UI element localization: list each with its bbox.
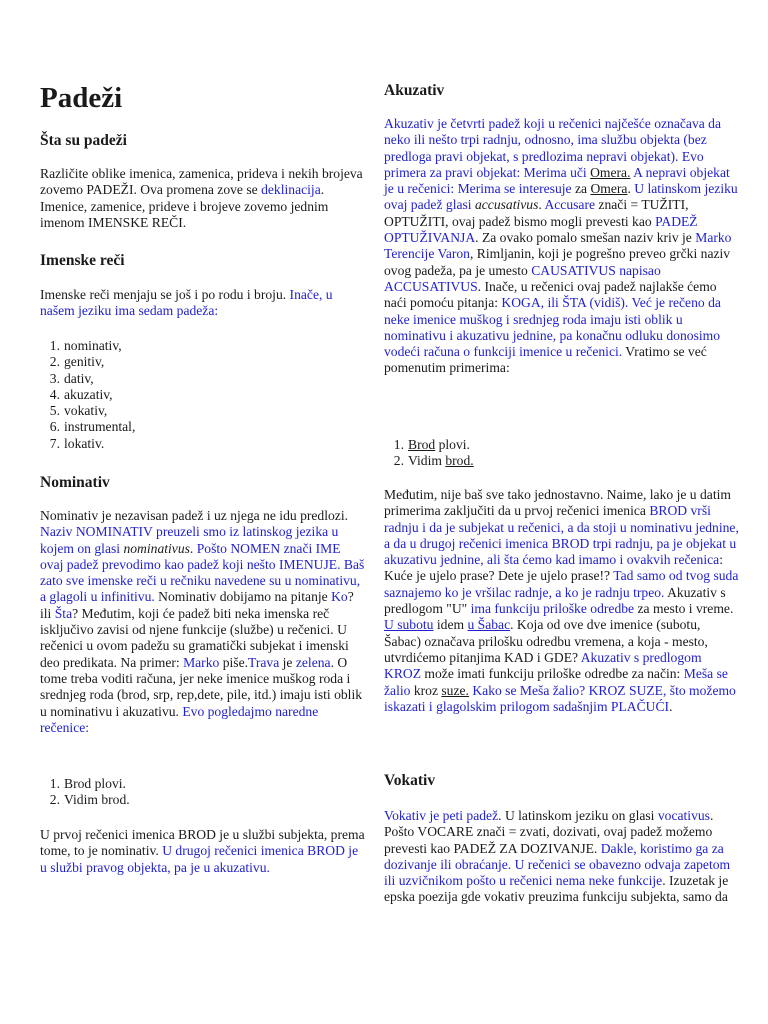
list-number: 4. <box>49 386 60 402</box>
medjutim-paragraph <box>384 487 740 715</box>
text-run: za <box>574 181 591 197</box>
text-run: BROD vrši radnju i da je subjekat u rečenici, a da stoji u nominativu jednine, a da u drugoj rečenici imenica BROD trpi radnju, pa je objekat u akuzativu jednine, ali šta ćemo kad imamo i ovakvih rečenica <box>384 503 739 568</box>
text-run: , Rimljanin, koji je pogrešno preveo grčki naziv ovog padeža, pa je umesto <box>384 246 731 278</box>
text-run: KOGA, ili ŠTA (vidiš). Već je rečeno da neke imenice muškog i srednjeg roda imaju isti oblik u nominativu i akuzativu jednine, pa konačnu odluku donosimo vodeći računa o funkciji imenice u rečenici. <box>384 295 721 360</box>
list-item-text: genitiv, <box>64 354 105 370</box>
text-run: piše. <box>219 654 249 670</box>
nominativ-conclusion <box>40 827 365 876</box>
text-run: PADEŽ OPTUŽIVANJA <box>384 213 698 246</box>
text-run: Kako se Meša žalio? KROZ SUZE, što možemo iskazati i glagolskim prilogom sadašnjim PLAČUĆI <box>384 682 736 714</box>
text-run: Akuzativ s predlogom "U" <box>384 584 726 617</box>
text-run: Akuzativ s predlogom KROZ <box>384 649 702 682</box>
list-item <box>40 776 365 792</box>
list-number: 2. <box>49 792 60 808</box>
text-run: Ko <box>331 589 348 605</box>
list-item <box>40 371 365 387</box>
text-run: Inače, u našem jeziku ima sedam padeža: <box>40 287 333 319</box>
text-run: je <box>279 654 296 670</box>
imenske-paragraph <box>40 287 365 320</box>
text-run: ? Međutim, koji će padež biti neka imenska reč isključivo zavisi od njene funkcije (službe) u rečenici. U rečenici u ovom padežu su gramatički subjekat i imenski deo predikata. Na primer: <box>40 605 349 670</box>
list-number: 1. <box>49 338 60 353</box>
text-run: . <box>669 698 673 714</box>
list-item-text: nominativ, <box>64 338 122 353</box>
text-run: Međutim, nije baš sve tako jednostavno. Naime, lako je u datim primerima zaključiti da u prvoj rečenici imenica <box>384 487 731 519</box>
list-item-text: Brod plovi. <box>64 776 126 791</box>
text-run: Omera <box>590 181 628 197</box>
text-run: Akuzativ je četvrti padež koji u rečenici najčešće označava da neko ili nešto trpi radnju, odnosno, ima službu objekta (bez predloga pravi objekat, s predlozima nepravi objekat). Evo primera za pravi objekat: Merima uči <box>384 116 722 180</box>
heading-akuzativ: Akuzativ <box>384 82 445 99</box>
heading-sta-su-padezi: Šta su padeži <box>40 132 127 149</box>
list-item <box>40 419 365 435</box>
text-run: za mesto i vreme. <box>634 601 734 617</box>
list-item <box>40 338 365 354</box>
list-number: 1. <box>49 776 60 791</box>
list-number: 2. <box>393 453 404 469</box>
text-run: znači = TUŽITI, OPTUŽITI, ovaj padež bismo mogli prevesti kao <box>384 197 689 229</box>
list-item-text: instrumental, <box>64 419 136 435</box>
list-item <box>40 387 365 403</box>
text-run: Evo pogledajmo naredne rečenice: <box>40 703 319 735</box>
cases-list <box>40 338 365 452</box>
list-number: 5. <box>49 403 60 419</box>
heading-vokativ: Vokativ <box>384 772 436 789</box>
text-run: Vokativ je peti padež <box>384 808 499 823</box>
text-run: . <box>627 181 635 197</box>
text-run: kroz <box>410 682 442 698</box>
list-item <box>40 354 365 370</box>
text-run: CAUSATIVUS napisao ACCUSATIVUS <box>384 262 661 294</box>
text-run: . <box>189 540 197 556</box>
list-item <box>384 453 740 469</box>
text-run: deklinacija <box>261 182 321 198</box>
text-run: U prvoj rečenici imenica BROD je u službi subjekta, prema tome, to je nominativ. <box>40 827 365 859</box>
heading-imenske-reci: Imenske reči <box>40 252 125 269</box>
vokativ-paragraph <box>384 808 740 906</box>
text-run: Brod <box>408 437 436 452</box>
text-run: . Imenice, zamenice, prideve i brojeve zovemo jednim imenom IMENSKE REČI. <box>40 182 329 230</box>
text-run: . O tome treba voditi računa, jer neke imenice muškog roda i srednjeg roda (brod, srp, rep,dete, pile, itd.) imaju isti oblik u nominativu i akuzativu. <box>40 654 363 719</box>
text-run: Marko Terencije Varon <box>384 230 732 262</box>
text-run: brod. <box>445 453 474 469</box>
text-run: U latinskom jeziku ovaj padež glasi <box>384 181 738 213</box>
list-item <box>384 437 740 453</box>
list-number: 6. <box>49 419 60 435</box>
text-run: Nominativ je nezavisan padež i uz njega ne idu predlozi. <box>40 508 349 523</box>
text-run: A nepravi objekat je u rečenici: Merima se interesuje <box>384 164 730 197</box>
akuzativ-paragraph <box>384 116 740 377</box>
list-item-text: lokativ. <box>64 435 105 451</box>
text-run: suze. <box>441 682 469 698</box>
text-run: Vratimo se već pomenutim primerima: <box>384 344 707 376</box>
list-item <box>40 792 365 808</box>
text-run: Imenske reči menjaju se još i po rodu i broju. <box>40 287 290 302</box>
text-run: . <box>538 197 545 213</box>
text-run: Pošto NOMEN znači IME ovaj padež prevodimo kao padež koji nešto IMENUJE. Baš zato sve imenske reči u rečniku navedene su u nominativu, a glagoli u infinitivu. <box>40 540 365 605</box>
text-run: zelena <box>295 654 331 670</box>
text-run: vocativus <box>657 808 710 823</box>
list-item-text: Vidim brod. <box>64 792 130 808</box>
text-run: plovi. <box>435 437 470 452</box>
text-run: Trava <box>248 654 280 670</box>
list-number: 1. <box>393 437 404 452</box>
list-item-text: akuzativ, <box>64 386 113 402</box>
text-run: Meša se žalio <box>384 666 728 698</box>
text-run: . Za ovako pomalo smešan naziv kriv je <box>475 230 696 246</box>
nominativ-paragraph <box>40 508 365 736</box>
text-run: idem <box>433 617 468 633</box>
text-run: : Kuće je ujelo prase? Dete je ujelo prase!? <box>384 552 723 584</box>
page-title: Padeži <box>40 82 123 114</box>
text-run: Dakle, koristimo ga za dozivanje ili obraćanje. U rečenici se obavezno odvaja zapetom ili uzvičnikom pošto u rečenici nema neke funkcije <box>384 840 731 889</box>
text-run: u Šabac <box>467 617 511 633</box>
list-item <box>40 403 365 419</box>
text-run: Šta <box>54 605 73 621</box>
heading-nominativ: Nominativ <box>40 474 110 491</box>
text-run: Marko <box>183 654 220 670</box>
text-run: može imati funkciju priloške odredbe za način: <box>421 666 684 682</box>
text-run: Vidim <box>408 453 446 469</box>
text-run: Omera. <box>590 164 631 180</box>
text-run: . Inače, u rečenici ovaj padež najlakše ćemo naći pomoću pitanja: <box>384 278 717 311</box>
text-run: nominativus <box>123 540 190 556</box>
list-number: 3. <box>49 370 60 386</box>
list-number: 2. <box>49 354 60 370</box>
text-run: Različite oblike imenica, zamenica, prideva i nekih brojeva zovemo PADEŽI. Ova promena zove se <box>40 166 363 198</box>
text-run: . Pošto VOCARE znači = zvati, dozivati, ovaj padež možemo prevesti kao PADEŽ ZA DOZIVANJE. <box>384 808 714 856</box>
text-run: Naziv NOMINATIV preuzeli smo iz latinskog jezika u kojem on glasi <box>40 524 339 556</box>
text-run: U drugoj rečenici imenica BROD je u službi pravog objekta, pa je u akuzativu. <box>40 843 359 875</box>
list-item <box>40 436 365 452</box>
text-run: U subotu <box>384 617 434 633</box>
text-run: . Izuzetak je epska poezija gde vokativ preuzima funkciju subjekta, samo da <box>384 873 729 905</box>
text-run: . Koja od ove dve imenice (subotu, Šabac) označava prilošku odredbu vremena, a koja - mesto, utvrdićemo pitanjima KAD i GDE? <box>384 617 708 665</box>
text-run: Accusare <box>544 197 596 213</box>
text-run: . U latinskom jeziku on glasi <box>498 808 658 823</box>
text-run: ima funkciju priloške odredbe <box>470 601 635 617</box>
list-number: 7. <box>49 435 60 451</box>
intro-paragraph <box>40 166 365 231</box>
nominativ-examples-list <box>40 776 365 809</box>
text-run: Tad samo od tvog suda saznajemo ko je vršilac radnje, a ko je radnju trpeo. <box>384 568 739 600</box>
akuzativ-examples-list <box>384 437 740 470</box>
text-run: Nominativ dobijamo na pitanje <box>154 589 332 605</box>
text-run: accusativus <box>474 197 539 213</box>
list-item-text: dativ, <box>64 370 94 386</box>
list-item-text: vokativ, <box>64 403 108 419</box>
text-run: ? ili <box>40 589 354 621</box>
